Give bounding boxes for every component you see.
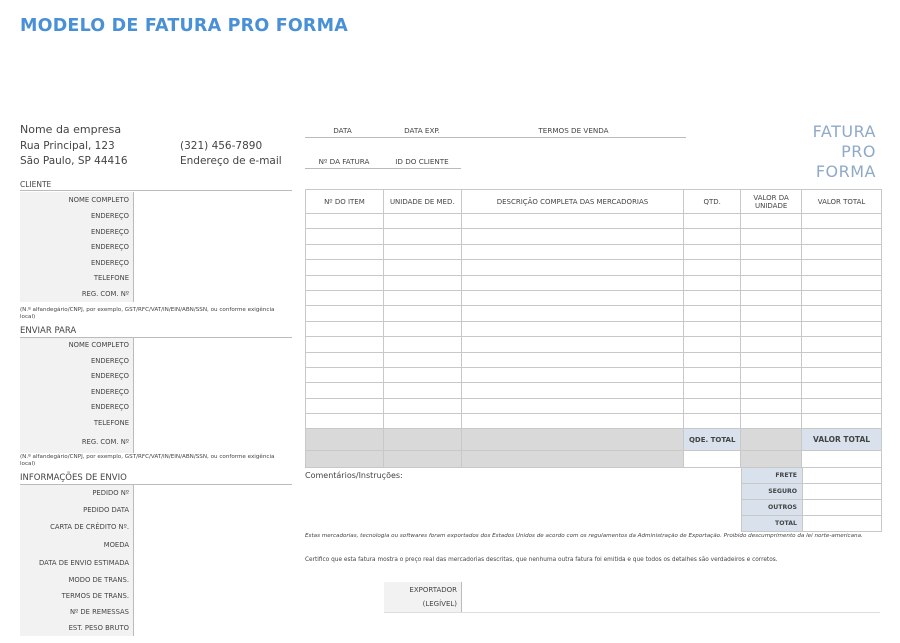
col-total-value: VALOR TOTAL [802,190,882,214]
table-cell[interactable] [684,306,741,321]
ship-info-currency[interactable] [20,536,292,555]
field-value[interactable] [134,287,292,303]
table-cell[interactable] [383,214,461,229]
field-label: EST. PESO BRUTO [20,620,134,636]
company-name[interactable]: Nome da empresa [20,123,122,136]
table-cell[interactable] [684,414,741,429]
field-value[interactable] [134,209,292,225]
field-value[interactable] [134,572,292,588]
table-cell[interactable] [306,398,384,413]
table-cell[interactable] [306,383,384,398]
field-value[interactable] [134,536,292,555]
client-row-tax-id[interactable] [20,287,292,303]
totals-table [741,467,882,532]
ship-row-address-1[interactable] [20,354,292,370]
table-cell[interactable] [802,244,882,259]
items-table [305,189,882,468]
ship-info-order-date[interactable] [20,502,292,519]
table-row [306,414,882,429]
field-label: Nº DE REMESSAS [20,604,134,620]
totals-row-total [742,516,882,532]
table-cell[interactable] [802,229,882,244]
field-value[interactable] [134,354,292,370]
table-cell[interactable] [383,337,461,352]
customer-id-label: ID DO CLIENTE [395,157,449,166]
table-cell[interactable] [383,398,461,413]
table-cell[interactable] [383,290,461,305]
client-form [20,192,292,302]
doc-type-line3: FORMA [815,162,876,181]
field-label: TELEFONE [20,271,134,287]
table-cell[interactable] [306,275,384,290]
field-value[interactable] [134,192,292,209]
gray-cell [461,451,684,468]
field-value[interactable] [134,240,292,256]
exporter-label-line2: (LEGÍVEL) [422,600,457,608]
table-cell[interactable] [306,214,384,229]
field-value[interactable] [134,620,292,636]
gray-cell [306,451,384,468]
insurance-label: SEGURO [742,484,803,500]
field-label: NOME COMPLETO [20,192,134,209]
doc-type-line1: FATURA [812,122,876,141]
table-cell[interactable] [306,290,384,305]
table-cell[interactable] [802,398,882,413]
totals-row-insurance [742,484,882,500]
table-row [306,337,882,352]
field-value[interactable] [134,256,292,272]
table-cell[interactable] [461,383,684,398]
table-cell[interactable] [461,214,684,229]
exporter-label-line1: EXPORTADOR [409,586,457,594]
other-value[interactable] [803,500,882,516]
table-cell[interactable] [684,290,741,305]
table-cell[interactable] [741,398,802,413]
field-label: CARTA DE CRÉDITO Nº. [20,519,134,536]
table-cell[interactable] [741,352,802,367]
client-row-address-4[interactable] [20,256,292,272]
ship-info-letter-of-credit[interactable] [20,519,292,536]
field-label: PEDIDO Nº [20,485,134,502]
field-value[interactable] [134,416,292,432]
table-cell[interactable] [684,398,741,413]
gray-cell [383,451,461,468]
doc-type-heading [813,122,876,182]
table-cell[interactable] [741,321,802,336]
table-cell[interactable] [684,383,741,398]
field-value[interactable] [134,502,292,519]
field-value[interactable] [134,385,292,401]
items-header-row [306,190,882,214]
table-cell[interactable] [741,337,802,352]
header-row1-line [305,137,686,138]
company-email[interactable]: Endereço de e-mail [180,155,282,167]
table-cell[interactable] [383,383,461,398]
total-value-value[interactable] [802,451,882,468]
col-description: DESCRIÇÃO COMPLETA DAS MERCADORIAS [461,190,684,214]
certification-text: Certifico que esta fatura mostra o preço real das mercadorias descritas, que nenhuma outra fatura foi emitida e que todos os detalhes são verdadeiros e corretos. [305,557,778,563]
table-cell[interactable] [802,321,882,336]
table-cell[interactable] [461,306,684,321]
table-cell[interactable] [306,306,384,321]
table-row [306,321,882,336]
field-label: ENDEREÇO [20,385,134,401]
totals-value-row [306,451,882,468]
ship-row-address-3[interactable] [20,385,292,401]
gray-cell [306,429,384,451]
table-cell[interactable] [461,414,684,429]
field-value[interactable] [134,225,292,241]
table-cell[interactable] [684,214,741,229]
table-row [306,398,882,413]
field-label: MODO DE TRANS. [20,572,134,588]
field-label: PEDIDO DATA [20,502,134,519]
table-cell[interactable] [383,306,461,321]
field-value[interactable] [134,400,292,416]
table-cell[interactable] [802,352,882,367]
table-row [306,244,882,259]
field-label: REG. COM. Nº [20,431,134,453]
ship-to-tax-note: (N.º alfandegário/CNPJ, por exemplo, GST/RFC/VAT/IN/EIN/ABN/SSN, ou conforme exigência local) [20,454,275,467]
table-cell[interactable] [802,260,882,275]
table-cell[interactable] [306,337,384,352]
field-label: NOME COMPLETO [20,338,134,354]
ship-row-address-4[interactable] [20,400,292,416]
table-cell[interactable] [741,414,802,429]
gray-cell [741,429,802,451]
table-cell[interactable] [684,337,741,352]
field-value[interactable] [134,588,292,604]
field-label: ENDEREÇO [20,240,134,256]
table-cell[interactable] [684,321,741,336]
field-value[interactable] [134,338,292,354]
field-value[interactable] [134,271,292,287]
table-cell[interactable] [383,260,461,275]
ship-to-form [20,338,292,453]
field-label: ENDEREÇO [20,209,134,225]
table-cell[interactable] [306,321,384,336]
table-cell[interactable] [802,306,882,321]
table-row [306,306,882,321]
ship-to-heading: ENVIAR PARA [20,326,292,338]
field-label: MOEDA [20,536,134,555]
table-cell[interactable] [383,275,461,290]
field-value[interactable] [134,431,292,453]
field-label: REG. COM. Nº [20,287,134,303]
field-label: ENDEREÇO [20,369,134,385]
total-label: TOTAL [742,516,803,532]
totals-row-other [742,500,882,516]
table-cell[interactable] [741,214,802,229]
table-cell[interactable] [461,352,684,367]
table-cell[interactable] [684,275,741,290]
table-cell[interactable] [684,260,741,275]
ship-info-order-number[interactable] [20,485,292,502]
table-cell[interactable] [306,244,384,259]
field-label: ENDEREÇO [20,400,134,416]
field-value[interactable] [134,519,292,536]
table-cell[interactable] [802,383,882,398]
field-label: DATA DE ENVIO ESTIMADA [20,555,134,572]
totals-row-freight [742,468,882,484]
gray-cell [461,429,684,451]
ship-row-full-name[interactable] [20,338,292,354]
export-legal-text: Estas mercadorias, tecnologia ou softwares foram exportados dos Estados Unidos de acordo com os regulamentos da Administração de Exportação. Proibido descumprimento da lei norte-americana. [305,533,863,539]
table-cell[interactable] [741,306,802,321]
table-cell[interactable] [306,367,384,382]
items-body [306,214,882,429]
table-cell[interactable] [306,260,384,275]
company-city[interactable]: São Paulo, SP 44416 [20,155,128,167]
table-cell[interactable] [461,229,684,244]
table-cell[interactable] [461,244,684,259]
freight-value[interactable] [803,468,882,484]
table-row [306,383,882,398]
table-cell[interactable] [461,398,684,413]
table-cell[interactable] [383,321,461,336]
table-cell[interactable] [741,290,802,305]
col-unit-value: VALOR DA UNIDADE [741,190,802,214]
client-row-address-2[interactable] [20,225,292,241]
table-cell[interactable] [741,229,802,244]
ship-info-transport-mode[interactable] [20,572,292,588]
client-row-address-1[interactable] [20,209,292,225]
field-label: ENDEREÇO [20,354,134,370]
table-row [306,290,882,305]
field-value[interactable] [134,485,292,502]
exporter-label [384,582,462,613]
ship-row-tax-id[interactable] [20,431,292,453]
field-value[interactable] [134,555,292,572]
field-label: TELEFONE [20,416,134,432]
table-cell[interactable] [461,321,684,336]
col-qty: QTD. [684,190,741,214]
client-tax-note: (N.º alfandegário/CNPJ, por exemplo, GST/RFC/VAT/IN/EIN/ABN/SSN, ou conforme exigência local) [20,307,275,320]
exporter-signature-line[interactable] [384,612,880,613]
company-phone[interactable]: (321) 456-7890 [180,140,263,152]
comments-label: Comentários/Instruções: [305,471,403,480]
total-qty-value[interactable] [684,451,741,468]
shipping-info-form [20,485,292,636]
table-cell[interactable] [461,337,684,352]
page-title: MODELO DE FATURA PRO FORMA [20,16,348,36]
table-cell[interactable] [802,337,882,352]
doc-type-line2: PRO [841,142,876,161]
table-cell[interactable] [306,352,384,367]
table-row [306,229,882,244]
table-cell[interactable] [741,383,802,398]
ship-row-phone[interactable] [20,416,292,432]
table-cell[interactable] [802,290,882,305]
gray-cell [383,429,461,451]
terms-of-sale-label: TERMOS DE VENDA [538,126,609,135]
table-cell[interactable] [383,244,461,259]
table-cell[interactable] [383,367,461,382]
table-row [306,352,882,367]
freight-label: FRETE [742,468,803,484]
total-value-label: VALOR TOTAL [802,429,882,451]
table-cell[interactable] [383,414,461,429]
header-row2-line [305,168,461,169]
company-street[interactable]: Rua Principal, 123 [20,140,115,152]
table-cell[interactable] [741,367,802,382]
insurance-value[interactable] [803,484,882,500]
table-cell[interactable] [461,260,684,275]
field-value[interactable] [134,604,292,620]
table-cell[interactable] [306,229,384,244]
ship-row-address-2[interactable] [20,369,292,385]
table-cell[interactable] [461,367,684,382]
table-cell[interactable] [802,414,882,429]
field-label: ENDEREÇO [20,256,134,272]
totals-label-row [306,429,882,451]
invoice-number-label: Nº DA FATURA [318,157,370,166]
field-label: TERMOS DE TRANS. [20,588,134,604]
total-value[interactable] [803,516,882,532]
table-cell[interactable] [461,275,684,290]
shipping-info-heading: INFORMAÇÕES DE ENVIO [20,473,292,485]
table-row [306,214,882,229]
field-label: ENDEREÇO [20,225,134,241]
ship-info-transport-terms[interactable] [20,588,292,604]
table-cell[interactable] [741,244,802,259]
col-unit: UNIDADE DE MED. [383,190,461,214]
table-cell[interactable] [383,229,461,244]
table-cell[interactable] [802,367,882,382]
table-cell[interactable] [383,352,461,367]
exp-date-label: DATA EXP. [404,126,440,135]
table-cell[interactable] [741,275,802,290]
table-row [306,367,882,382]
client-row-phone[interactable] [20,271,292,287]
ship-info-packages[interactable] [20,604,292,620]
client-row-address-3[interactable] [20,240,292,256]
other-label: OUTROS [742,500,803,516]
field-value[interactable] [134,369,292,385]
table-cell[interactable] [684,367,741,382]
gray-cell [741,451,802,468]
ship-info-gross-weight[interactable] [20,620,292,636]
ship-info-est-ship-date[interactable] [20,555,292,572]
table-cell[interactable] [306,414,384,429]
client-row-full-name[interactable] [20,192,292,209]
table-cell[interactable] [684,244,741,259]
table-cell[interactable] [684,229,741,244]
table-cell[interactable] [461,290,684,305]
date-label: DATA [333,126,352,135]
table-cell[interactable] [802,275,882,290]
table-cell[interactable] [684,352,741,367]
col-item-number: Nº DO ITEM [306,190,384,214]
table-cell[interactable] [802,214,882,229]
table-cell[interactable] [741,260,802,275]
table-row [306,275,882,290]
client-heading: CLIENTE [20,180,292,191]
total-qty-label: QDE. TOTAL [684,429,741,451]
table-row [306,260,882,275]
